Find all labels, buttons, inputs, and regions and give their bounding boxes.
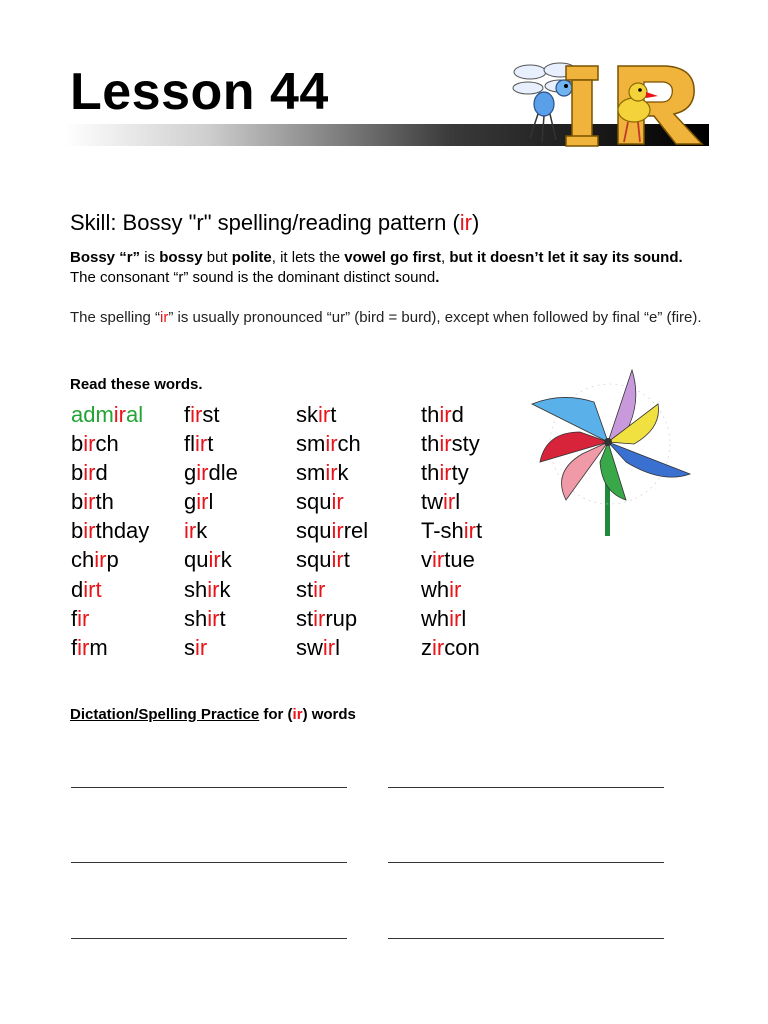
- word-segment: ir: [331, 547, 344, 573]
- dictation-heading: [70, 706, 356, 723]
- word-segment: t: [476, 518, 483, 544]
- word-segment: tw: [421, 489, 443, 515]
- word-segment: rel: [343, 518, 369, 544]
- pronunciation-run: ir: [160, 309, 169, 326]
- intro-run: ,: [440, 249, 450, 266]
- word-segment: ir: [195, 634, 208, 660]
- intro-run: is: [140, 249, 160, 266]
- word-segment: ir: [325, 460, 338, 486]
- word-segment: d: [95, 460, 108, 486]
- word-segment: g: [184, 460, 197, 486]
- writing-line-6[interactable]: [388, 938, 664, 939]
- word-segment: con: [444, 634, 480, 660]
- intro-run: but it doesn’t let it say its sound.: [449, 249, 683, 266]
- word-segment: st: [296, 576, 314, 602]
- word-segment: k: [219, 576, 231, 602]
- word-item: [296, 633, 368, 662]
- word-segment: l: [455, 489, 461, 515]
- intro-run: polite: [231, 249, 272, 266]
- word-segment: adm: [71, 402, 114, 427]
- letter-i-graphic: [566, 66, 598, 146]
- word-segment: ir: [195, 431, 208, 457]
- word-segment: ir: [77, 634, 90, 660]
- word-item: [184, 516, 238, 545]
- writing-line-5[interactable]: [71, 938, 347, 939]
- intro-run: The consonant “r” sound is the dominant distinct sound: [70, 269, 436, 286]
- word-item: [296, 458, 368, 487]
- word-item: [296, 516, 368, 545]
- word-segment: ch: [71, 547, 95, 573]
- bossy-r-explanation: [70, 248, 710, 288]
- word-segment: wh: [421, 576, 450, 602]
- word-segment: t: [219, 605, 226, 631]
- word-segment: qu: [184, 547, 209, 573]
- word-segment: ir: [184, 518, 197, 544]
- word-segment: ir: [439, 402, 452, 427]
- word-segment: t: [95, 576, 102, 602]
- word-item: [421, 487, 482, 516]
- intro-run: vowel go first: [344, 249, 441, 266]
- word-segment: ir: [94, 547, 107, 573]
- word-segment: f: [71, 634, 78, 660]
- word-segment: ty: [451, 460, 469, 486]
- word-item: [71, 604, 149, 633]
- word-item: [184, 575, 238, 604]
- word-segment: sty: [451, 431, 480, 457]
- word-segment: wh: [421, 605, 450, 631]
- word-segment: th: [421, 402, 440, 427]
- word-segment: ir: [318, 402, 331, 427]
- word-segment: b: [71, 518, 84, 544]
- writing-line-1[interactable]: [71, 787, 347, 788]
- word-segment: l: [335, 634, 340, 660]
- word-segment: squ: [296, 547, 332, 573]
- word-item: [296, 429, 368, 458]
- word-item: [184, 487, 238, 516]
- word-segment: dle: [208, 460, 238, 486]
- word-item: [421, 604, 482, 633]
- word-segment: ir: [196, 460, 209, 486]
- word-segment: ir: [77, 605, 90, 631]
- word-segment: ir: [83, 489, 96, 515]
- word-segment: ir: [83, 460, 96, 486]
- intro-run: .: [435, 269, 440, 286]
- word-segment: z: [421, 634, 432, 660]
- word-segment: t: [207, 431, 214, 457]
- dictation-label: Dictation/Spelling Practice: [70, 706, 260, 723]
- dictation-pattern: ir: [292, 706, 303, 723]
- ir-logo-illustration: [508, 58, 708, 150]
- pronunciation-run: The spelling “: [70, 309, 161, 326]
- word-column-2: [184, 400, 238, 662]
- word-item: [71, 633, 149, 662]
- word-segment: ir: [113, 402, 127, 427]
- word-item: [71, 458, 149, 487]
- word-segment: ch: [95, 431, 119, 457]
- word-segment: th: [95, 489, 114, 515]
- intro-run: bossy: [159, 249, 203, 266]
- ir-pronunciation-note: [70, 307, 710, 328]
- pronunciation-run: ” is usually pronounced “ur” (bird = burd), except when followed by final “e” (fire).: [168, 309, 702, 326]
- word-item: [296, 545, 368, 574]
- word-segment: ir: [439, 431, 452, 457]
- word-segment: ir: [449, 605, 462, 631]
- lesson-title: Lesson 44: [70, 63, 329, 121]
- word-segment: b: [71, 431, 84, 457]
- word-item: [184, 545, 238, 574]
- word-segment: f: [71, 605, 78, 631]
- pinwheel-illustration: [522, 362, 702, 542]
- word-segment: ir: [313, 576, 326, 602]
- word-item: [71, 516, 149, 545]
- word-item: [71, 575, 149, 604]
- skill-heading-prefix: Skill: Bossy "r" spelling/reading pattern (: [70, 210, 460, 235]
- word-segment: ir: [439, 460, 452, 486]
- word-item: [184, 633, 238, 662]
- word-segment: ch: [337, 431, 361, 457]
- skill-heading: [70, 210, 479, 236]
- word-segment: fl: [184, 431, 195, 457]
- word-segment: ir: [463, 518, 477, 544]
- word-segment: ir: [83, 431, 96, 457]
- word-segment: st: [202, 402, 220, 427]
- word-segment: squ: [296, 489, 332, 515]
- word-segment: T-sh: [421, 518, 464, 544]
- word-item: [71, 487, 149, 516]
- word-segment: ir: [313, 605, 326, 631]
- word-item: [184, 604, 238, 633]
- word-segment: ir: [322, 634, 336, 660]
- word-column-1: [71, 400, 149, 662]
- read-words-heading: Read these words.: [70, 376, 203, 393]
- word-column-3: [296, 400, 368, 662]
- word-segment: ir: [443, 489, 456, 515]
- word-segment: k: [196, 518, 208, 544]
- word-segment: sm: [296, 460, 326, 486]
- word-segment: sh: [184, 576, 208, 602]
- word-segment: squ: [296, 518, 332, 544]
- word-segment: st: [296, 605, 314, 631]
- word-segment: v: [421, 547, 432, 573]
- word-item: [296, 604, 368, 633]
- intro-run: Bossy “r”: [70, 249, 141, 266]
- word-segment: rup: [325, 605, 358, 631]
- writing-line-3[interactable]: [71, 862, 347, 863]
- word-segment: d: [451, 402, 464, 427]
- word-item: [296, 400, 368, 429]
- word-segment: al: [126, 402, 144, 427]
- word-segment: sh: [184, 605, 208, 631]
- word-segment: ir: [325, 431, 338, 457]
- intro-run: but: [202, 249, 232, 266]
- word-item: [184, 458, 238, 487]
- word-segment: tue: [444, 547, 475, 573]
- word-segment: l: [461, 605, 467, 631]
- word-segment: b: [71, 489, 84, 515]
- word-segment: d: [71, 576, 84, 602]
- word-segment: l: [208, 489, 214, 515]
- word-segment: g: [184, 489, 197, 515]
- word-segment: sk: [296, 402, 318, 427]
- skill-pattern: ir: [459, 210, 473, 235]
- word-column-4: [421, 400, 482, 662]
- word-item: [421, 633, 482, 662]
- word-segment: ir: [196, 489, 209, 515]
- dictation-middle: for (: [259, 706, 293, 723]
- word-segment: ir: [83, 576, 96, 602]
- word-segment: ir: [208, 547, 221, 573]
- word-segment: b: [71, 460, 84, 486]
- word-item: [71, 429, 149, 458]
- word-item: [421, 575, 482, 604]
- word-segment: sm: [296, 431, 326, 457]
- word-segment: ir: [449, 576, 462, 602]
- word-segment: sw: [296, 634, 323, 660]
- word-segment: thday: [95, 518, 150, 544]
- word-item: [296, 487, 368, 516]
- word-item: [71, 400, 149, 429]
- skill-heading-suffix: ): [472, 210, 480, 235]
- writing-line-2[interactable]: [388, 787, 664, 788]
- dictation-end: ) words: [302, 706, 356, 723]
- word-segment: t: [330, 402, 337, 427]
- word-item: [71, 545, 149, 574]
- word-item: [421, 458, 482, 487]
- word-item: [421, 429, 482, 458]
- word-segment: ir: [331, 518, 344, 544]
- word-item: [184, 400, 238, 429]
- word-segment: t: [343, 547, 350, 573]
- word-segment: th: [421, 431, 440, 457]
- word-segment: k: [220, 547, 232, 573]
- word-segment: k: [337, 460, 349, 486]
- word-segment: ir: [190, 402, 203, 427]
- word-segment: ir: [432, 634, 445, 660]
- word-item: [421, 545, 482, 574]
- word-item: [184, 429, 238, 458]
- word-segment: ir: [83, 518, 96, 544]
- word-segment: p: [106, 547, 119, 573]
- word-segment: ir: [432, 547, 445, 573]
- word-item: [296, 575, 368, 604]
- word-segment: ir: [207, 576, 220, 602]
- intro-run: , it lets the: [271, 249, 345, 266]
- word-segment: f: [184, 402, 191, 427]
- word-segment: ir: [207, 605, 220, 631]
- word-item: [421, 516, 482, 545]
- word-segment: m: [89, 634, 108, 660]
- writing-line-4[interactable]: [388, 862, 664, 863]
- word-segment: s: [184, 634, 195, 660]
- word-segment: th: [421, 460, 440, 486]
- word-item: [421, 400, 482, 429]
- word-segment: ir: [331, 489, 344, 515]
